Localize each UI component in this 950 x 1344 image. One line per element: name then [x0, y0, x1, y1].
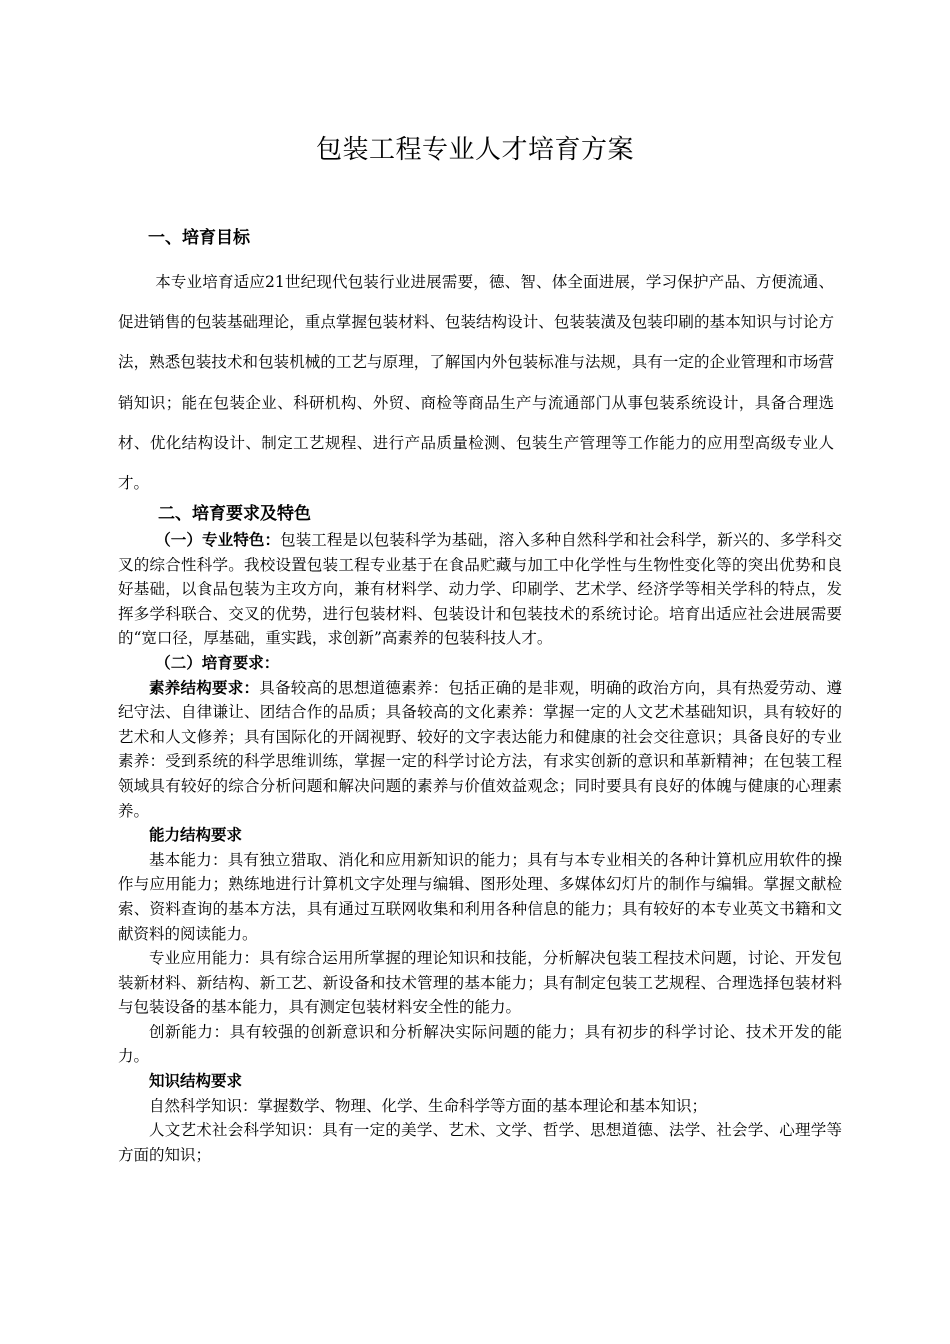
- document-title: 包装工程专业人才培育方案: [315, 135, 634, 165]
- feature-paragraph: [118, 528, 842, 651]
- section-heading-goals: 一、培育目标: [148, 228, 250, 248]
- section-heading-requirements: 二、培育要求及特色: [158, 504, 311, 524]
- feature-text: 包装工程是以包装科学为基础，溶入多种自然科学和社会科学，新兴的、多学科交叉的综合性科学。我校设置包装工程专业基于在食品贮藏与加工中化学性与生物性变化等的突出优势和良好基础，以食品包装为主攻方向，兼有材料学、动力学、印刷学、艺术学、经济学等相关学科的特点，发挥多学科联合、交叉的优势，进行包装材料、包装设计和包装技术的系统讨论。培育出适应社会进展需要的“宽口径，厚基础，重实践，求创新”高素养的包装科技人才。: [118, 531, 842, 648]
- ability-innovation-paragraph: 创新能力：具有较强的创新意识和分析解决实际问题的能力；具有初步的科学讨论、技术开发的能力。: [118, 1022, 842, 1066]
- ability-basic-paragraph: 基本能力：具有独立猎取、消化和应用新知识的能力；具有与本专业相关的各种计算机应用软件的操作与应用能力；熟练地进行计算机文字处理与编辑、图形处理、多媒体幻灯片的制作与编辑。掌握文献检索、资料查询的基本方法，具有通过互联网收集和利用各种信息的能力；具有较好的本专业英文书籍和文献资料的阅读能力。: [118, 850, 842, 943]
- knowledge-label: 知识结构要求: [149, 1072, 243, 1091]
- quality-paragraph: [118, 676, 842, 824]
- quality-label: 素养结构要求：: [149, 678, 260, 697]
- requirements-label: （二）培育要求：: [155, 653, 280, 672]
- quality-text: 具备较高的思想道德素养：包括正确的是非观，明确的政治方向，具有热爱劳动、遵纪守法、自律谦让、团结合作的品质；具备较高的文化素养：掌握一定的人文艺术基础知识，具有较好的艺术和人文修养；具有国际化的开阔视野、较好的文字表达能力和健康的社会交往意识；具备良好的专业素养：受到系统的科学思维训练，掌握一定的科学讨论方法，有求实创新的意识和革新精神；在包装工程领域具有较好的综合分析问题和解决问题的素养与价值效益观念；同时要具有良好的体魄与健康的心理素养。: [118, 678, 842, 820]
- ability-professional-paragraph: 专业应用能力：具有综合运用所掌握的理论知识和技能，分析解决包装工程技术问题，讨论、开发包装新材料、新结构、新工艺、新设备和技术管理的基本能力；具有制定包装工艺规程、合理选择包装材料与包装设备的基本能力，具有测定包装材料安全性的能力。: [118, 949, 842, 1017]
- knowledge-humanities-paragraph: 人文艺术社会科学知识：具有一定的美学、艺术、文学、哲学、思想道德、法学、社会学、心理学等方面的知识；: [118, 1121, 842, 1164]
- feature-label: （一）专业特色：: [155, 531, 281, 549]
- goals-body: [118, 262, 834, 503]
- knowledge-natural-paragraph: 自然科学知识：掌握数学、物理、化学、生命科学等方面的基本理论和基本知识；: [149, 1096, 708, 1115]
- goals-paragraph: 本专业培育适应21世纪现代包装行业进展需要，德、智、体全面进展，学习保护产品、方便流通、促进销售的包装基础理论，重点掌握包装材料、包装结构设计、包装装潢及包装印刷的基本知识与讨论方法，熟悉包装技术和包装机械的工艺与原理，了解国内外包装标准与法规，具有一定的企业管理和市场营销知识；能在包装企业、科研机构、外贸、商检等商品生产与流通部门从事包装系统设计，具备合理选材、优化结构设计、制定工艺规程、进行产品质量检测、包装生产管理等工作能力的应用型高级专业人才。: [118, 273, 834, 493]
- requirements-body: [118, 528, 842, 1167]
- ability-label: 能力结构要求: [149, 826, 243, 845]
